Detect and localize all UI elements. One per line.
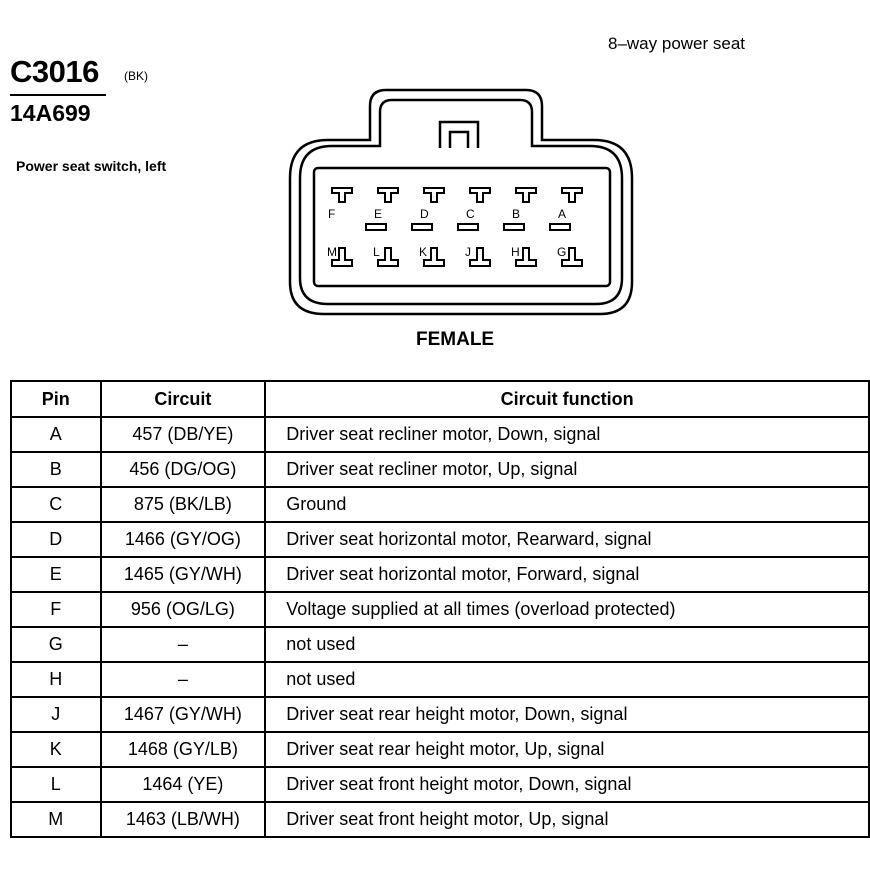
function-cell: Driver seat recliner motor, Down, signal: [265, 417, 869, 452]
middle-slot: [412, 224, 432, 230]
top-pin-label: E: [374, 207, 383, 221]
bottom-pin-label: K: [419, 245, 428, 259]
connector-face-diagram: [282, 82, 642, 322]
pin-group: [327, 188, 582, 266]
bottom-pin-terminal: [378, 248, 398, 266]
table-row: [11, 802, 869, 837]
connector-gender-label: FEMALE: [416, 329, 495, 350]
function-cell: Driver seat horizontal motor, Forward, signal: [265, 557, 869, 592]
table-row: [11, 732, 869, 767]
connector-color: (BK): [124, 69, 148, 83]
circuit-cell: 956 (OG/LG): [101, 592, 266, 627]
middle-slot: [550, 224, 570, 230]
circuit-cell: –: [101, 662, 266, 697]
locking-tab: [440, 122, 478, 148]
function-cell: Driver seat rear height motor, Down, signal: [265, 697, 869, 732]
top-pin-terminal: [332, 188, 352, 202]
pin-cell: H: [11, 662, 101, 697]
table-row: [11, 627, 869, 662]
bottom-pin-label: L: [373, 245, 380, 259]
pin-cell: B: [11, 452, 101, 487]
top-pin-terminal: [516, 188, 536, 202]
top-pin-terminal: [424, 188, 444, 202]
table-row: [11, 592, 869, 627]
header-circuit: Circuit: [101, 381, 266, 417]
pin-cell: A: [11, 417, 101, 452]
function-cell: Ground: [265, 487, 869, 522]
function-cell: Driver seat recliner motor, Up, signal: [265, 452, 869, 487]
circuit-cell: 1468 (GY/LB): [101, 732, 266, 767]
top-pin-terminal: [470, 188, 490, 202]
pin-cell: E: [11, 557, 101, 592]
connector-id: C3016: [10, 54, 99, 89]
circuit-cell: 875 (BK/LB): [101, 487, 266, 522]
pin-cell: F: [11, 592, 101, 627]
pin-cell: L: [11, 767, 101, 802]
function-cell: Driver seat front height motor, Down, signal: [265, 767, 869, 802]
top-pin-label: C: [466, 207, 475, 221]
table-header-row: [11, 381, 869, 417]
pin-cell: J: [11, 697, 101, 732]
circuit-cell: 1464 (YE): [101, 767, 266, 802]
function-cell: Driver seat front height motor, Up, signal: [265, 802, 869, 837]
pin-table: [10, 380, 870, 838]
pin-cavity-frame: [314, 168, 610, 286]
pin-cell: M: [11, 802, 101, 837]
table-row: [11, 417, 869, 452]
top-pin-label: F: [328, 207, 336, 221]
pin-cell: G: [11, 627, 101, 662]
header-pin: Pin: [11, 381, 101, 417]
title-rule: [10, 94, 106, 96]
table-row: [11, 522, 869, 557]
circuit-cell: 457 (DB/YE): [101, 417, 266, 452]
bottom-pin-label: J: [465, 245, 471, 259]
component-name: Power seat switch, left: [16, 158, 167, 174]
table-row: [11, 662, 869, 697]
middle-slot: [504, 224, 524, 230]
function-cell: not used: [265, 627, 869, 662]
circuit-cell: 1465 (GY/WH): [101, 557, 266, 592]
header-circuit-function: Circuit function: [265, 381, 869, 417]
bottom-pin-terminal: [470, 248, 490, 266]
top-pin-terminal: [378, 188, 398, 202]
table-row: [11, 557, 869, 592]
function-cell: Driver seat horizontal motor, Rearward, signal: [265, 522, 869, 557]
middle-slot: [366, 224, 386, 230]
circuit-cell: 1467 (GY/WH): [101, 697, 266, 732]
bottom-pin-label: M: [327, 245, 337, 259]
top-pin-terminal: [562, 188, 582, 202]
pin-cell: C: [11, 487, 101, 522]
circuit-cell: 456 (DG/OG): [101, 452, 266, 487]
diagram-caption: 8–way power seat: [608, 34, 746, 53]
circuit-cell: –: [101, 627, 266, 662]
table-row: [11, 697, 869, 732]
pin-cell: D: [11, 522, 101, 557]
function-cell: Driver seat rear height motor, Up, signal: [265, 732, 869, 767]
table-row: [11, 487, 869, 522]
middle-slot: [458, 224, 478, 230]
circuit-cell: 1466 (GY/OG): [101, 522, 266, 557]
top-pin-label: D: [420, 207, 429, 221]
bottom-pin-label: H: [511, 245, 520, 259]
pin-cell: K: [11, 732, 101, 767]
part-number: 14A699: [10, 100, 91, 126]
table-row: [11, 767, 869, 802]
function-cell: Voltage supplied at all times (overload protected): [265, 592, 869, 627]
function-cell: not used: [265, 662, 869, 697]
bottom-pin-label: G: [557, 245, 567, 259]
table-row: [11, 452, 869, 487]
circuit-cell: 1463 (LB/WH): [101, 802, 266, 837]
top-pin-label: A: [558, 207, 567, 221]
top-pin-label: B: [512, 207, 521, 221]
